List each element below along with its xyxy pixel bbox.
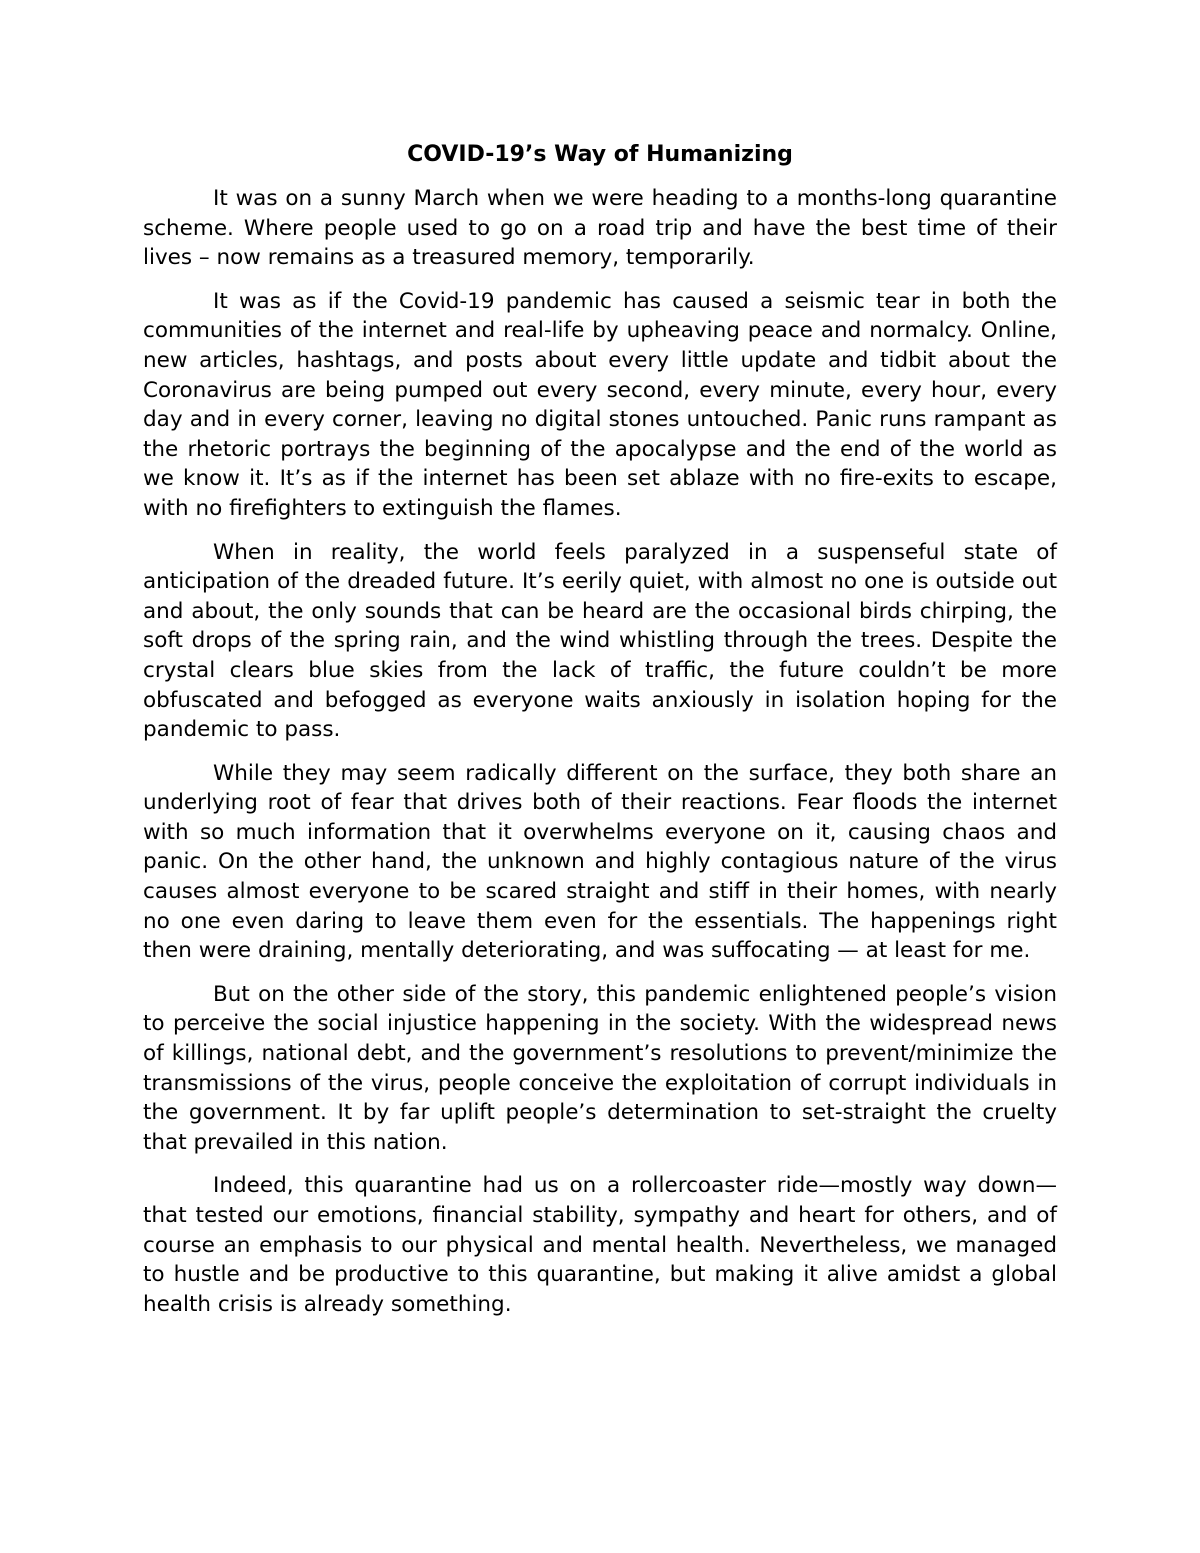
paragraph-4: While they may seem radically different on the surface, they both share an underlying root of fear that drives both of their reactions. Fear floods the internet with so much information that it overwhelms everyone on it, causing chaos and panic. On the other hand, the unknown and highly contagious nature of the virus causes almost everyone to be scared straight and stiff in their homes, with nearly no one even daring to leave them even for the essentials. The happenings right then were draining, mentally deteriorating, and was suffocating — at least for me.: [143, 760, 1057, 964]
paragraph-3: When in reality, the world feels paralyzed in a suspenseful state of anticipation of the dreaded future. It’s eerily quiet, with almost no one is outside out and about, the only sounds that can be heard are the occasional birds chirping, the soft drops of the spring rain, and the wind whistling through the trees. Despite the crystal clears blue skies from the lack of traffic, the future couldn’t be more obfuscated and befogged as everyone waits anxiously in isolation hoping for the pandemic to pass.: [143, 539, 1057, 743]
paragraph-6: Indeed, this quarantine had us on a rollercoaster ride—mostly way down—that tested our emotions, financial stability, sympathy and heart for others, and of course an emphasis to our physical and mental health. Nevertheless, we managed to hustle and be productive to this quarantine, but making it alive amidst a global health crisis is already something.: [143, 1173, 1057, 1317]
document-title: COVID-19’s Way of Humanizing: [407, 142, 793, 167]
document-body: [143, 140, 1057, 1333]
paragraph-5: But on the other side of the story, this pandemic enlightened people’s vision to perceive the social injustice happening in the society. With the widespread news of killings, national debt, and the government’s resolutions to prevent/minimize the transmissions of the virus, people conceive the exploitation of corrupt individuals in the government. It by far uplift people’s determination to set-straight the cruelty that prevailed in this nation.: [143, 981, 1057, 1155]
paragraph-1: It was on a sunny March when we were heading to a months-long quarantine scheme. Where people used to go on a road trip and have the best time of their lives – now remains as a treasured memory, temporarily.: [143, 186, 1057, 271]
paragraph-2: It was as if the Covid-19 pandemic has caused a seismic tear in both the communities of the internet and real-life by upheaving peace and normalcy. Online, new articles, hashtags, and posts about every little update and tidbit about the Coronavirus are being pumped out every second, every minute, every hour, every day and in every corner, leaving no digital stones untouched. Panic runs rampant as the rhetoric portrays the beginning of the apocalypse and the end of the world as we know it. It’s as if the internet has been set ablaze with no fire-exits to escape, with no firefighters to extinguish the flames.: [143, 288, 1057, 521]
